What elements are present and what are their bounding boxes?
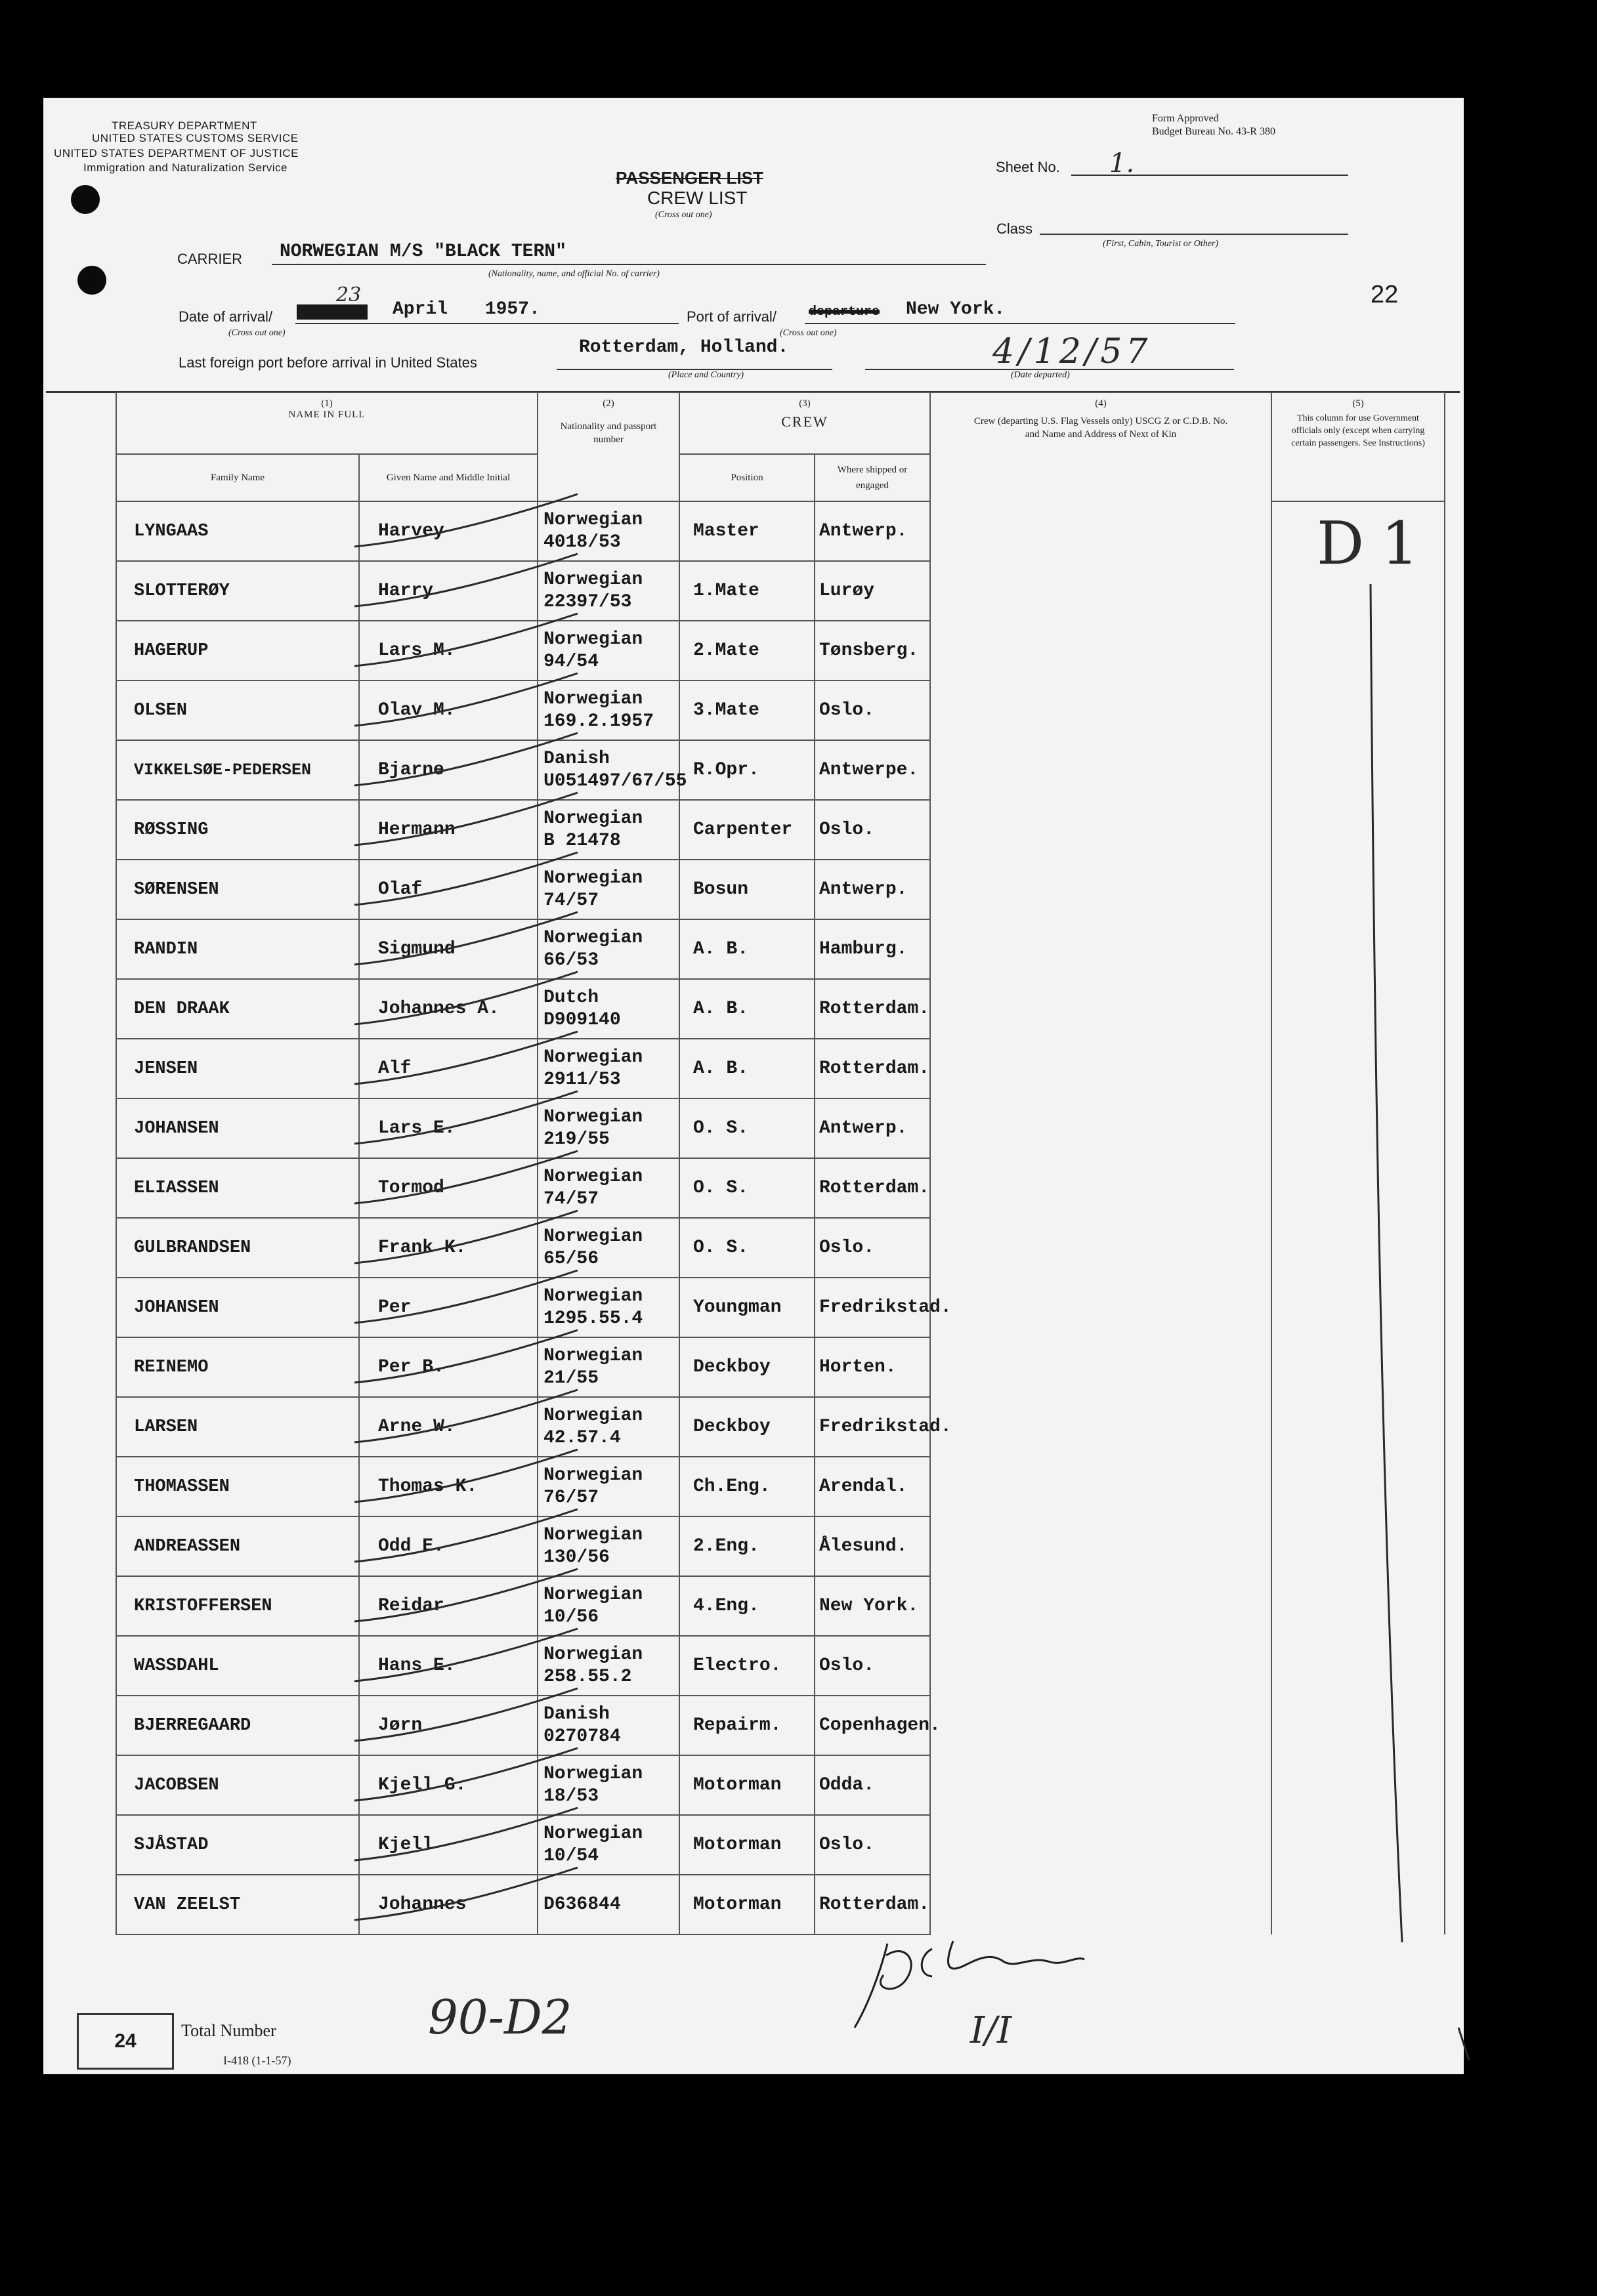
where-shipped: Oslo.: [819, 1835, 875, 1855]
date-departed-note: (Date departed): [1011, 370, 1070, 380]
given-name: Lars M.: [378, 640, 456, 661]
where-shipped: Lurøy: [819, 581, 875, 601]
agency-line-1: TREASURY DEPARTMENT: [112, 119, 257, 132]
passport-number: D909140: [543, 1009, 621, 1030]
nationality: Norwegian: [543, 1345, 643, 1366]
crew-position: R.Opr.: [693, 760, 759, 780]
given-name: Lars E.: [378, 1118, 456, 1138]
where-shipped: Tønsberg.: [819, 640, 919, 661]
crew-position: A. B.: [693, 1058, 749, 1079]
col1-number: (1): [321, 398, 333, 409]
position-header: Position: [731, 472, 763, 483]
shipped-header: Where shipped or engaged: [837, 465, 908, 491]
col5-long-line: [1371, 584, 1402, 1942]
nationality: Norwegian: [543, 509, 643, 530]
passport-number: U051497/67/55: [543, 770, 687, 791]
carrier-note: (Nationality, name, and official No. of carrier): [488, 269, 660, 279]
last-port-value: Rotterdam, Holland.: [579, 337, 789, 358]
nationality: Norwegian: [543, 1405, 643, 1426]
where-shipped: Oslo.: [819, 1238, 875, 1258]
agency-line-2: UNITED STATES CUSTOMS SERVICE: [92, 132, 299, 144]
arrival-note: (Cross out one): [228, 328, 286, 338]
nationality: Norwegian: [543, 1166, 643, 1187]
carrier-value: NORWEGIAN M/S "BLACK TERN": [280, 241, 566, 262]
given-name: Alf: [378, 1058, 412, 1079]
passport-number: 258.55.2: [543, 1666, 632, 1687]
where-shipped: Oslo.: [819, 820, 875, 840]
port-note: (Cross out one): [780, 328, 837, 338]
family-name: DEN DRAAK: [134, 999, 230, 1019]
given-name-header: Given Name and Middle Initial: [386, 472, 511, 483]
check-stroke: [354, 793, 578, 845]
passport-number: 10/54: [543, 1845, 599, 1866]
where-shipped: Arendal.: [819, 1476, 908, 1497]
given-name: Olaf: [378, 879, 423, 900]
nationality: Norwegian: [543, 688, 643, 709]
where-shipped: Odda.: [819, 1775, 875, 1795]
nationality: Norwegian: [543, 808, 643, 829]
form-approved-line-1: Form Approved: [1152, 113, 1219, 124]
crew-position: Bosun: [693, 879, 749, 900]
crew-position: Carpenter: [693, 820, 793, 840]
given-name: Bjarne: [378, 760, 444, 780]
family-name: OLSEN: [134, 700, 188, 720]
passport-number: 0270784: [543, 1726, 621, 1747]
given-name: Harry: [378, 581, 434, 601]
passport-number: 66/53: [543, 950, 599, 971]
col4-number: (4): [1095, 398, 1107, 409]
check-stroke: [354, 494, 578, 547]
crew-position: Motorman: [693, 1775, 782, 1795]
last-port-label: Last foreign port before arrival in United States: [179, 354, 477, 371]
crew-position: Repairm.: [693, 1715, 782, 1736]
where-shipped: Antwerpe.: [819, 760, 919, 780]
col1-title: NAME IN FULL: [288, 409, 366, 420]
crew-position: Deckboy: [693, 1417, 771, 1437]
where-shipped: Rotterdam.: [819, 999, 930, 1019]
family-name: BJERREGAARD: [134, 1715, 251, 1736]
passport-number: 10/56: [543, 1606, 599, 1627]
where-shipped: Rotterdam.: [819, 1058, 930, 1079]
passport-number: 74/57: [543, 890, 599, 911]
nationality: Norwegian: [543, 629, 643, 650]
nationality: Dutch: [543, 987, 599, 1008]
col2-title: Nationality and passport number: [560, 421, 657, 445]
title-main: CREW LIST: [647, 188, 748, 208]
given-name: Arne W.: [378, 1417, 456, 1437]
nationality: Norwegian: [543, 927, 643, 948]
given-name: Frank K.: [378, 1238, 467, 1258]
family-name: GULBRANDSEN: [134, 1238, 251, 1258]
last-port-note: (Place and Country): [668, 370, 744, 380]
crew-position: 2.Eng.: [693, 1536, 759, 1556]
check-stroke: [354, 1509, 578, 1562]
sheet-value: 1.: [1109, 148, 1135, 178]
passport-number: 130/56: [543, 1547, 610, 1568]
carrier-label: CARRIER: [177, 251, 243, 267]
family-name: KRISTOFFERSEN: [134, 1596, 272, 1616]
agency-line-4: Immigration and Naturalization Service: [83, 161, 287, 174]
check-stroke: [354, 1868, 578, 1920]
port-label: Port of arrival/: [687, 308, 777, 325]
check-stroke: [354, 733, 578, 785]
family-name: ANDREASSEN: [134, 1536, 241, 1556]
arrival-day: 23: [336, 283, 362, 306]
where-shipped: Hamburg.: [819, 939, 908, 959]
crew-position: O. S.: [693, 1178, 749, 1198]
given-name: Tormod: [378, 1178, 444, 1198]
nationality: Norwegian: [543, 1584, 643, 1605]
check-stroke: [354, 1390, 578, 1442]
given-name: Hermann: [378, 820, 456, 840]
check-stroke: [354, 1688, 578, 1741]
col4-title: Crew (departing U.S. Flag Vessels only) USCG Z or C.D.B. No. and Name and Address of Next of Kin: [973, 416, 1228, 440]
page-number: 22: [1371, 281, 1399, 308]
column5-mark: D1: [1317, 509, 1436, 578]
where-shipped: Ålesund.: [819, 1536, 908, 1556]
agency-line-3: UNITED STATES DEPARTMENT OF JUSTICE: [54, 147, 299, 159]
given-name: Reidar: [378, 1596, 444, 1616]
family-name: RØSSING: [134, 820, 209, 840]
check-stroke: [354, 1091, 578, 1144]
where-shipped: Copenhagen.: [819, 1715, 941, 1736]
total-number-label: Total Number: [181, 2021, 276, 2040]
check-stroke: [354, 912, 578, 965]
rightedge-tick: [1459, 2028, 1469, 2060]
crew-position: 4.Eng.: [693, 1596, 759, 1616]
family-name: HAGERUP: [134, 640, 209, 661]
nationality: Norwegian: [543, 569, 643, 590]
family-name: SLOTTERØY: [134, 581, 230, 601]
arrival-label: Date of arrival/: [179, 308, 273, 325]
crew-position: A. B.: [693, 939, 749, 959]
arrival-struck: departure: [297, 304, 368, 320]
family-name: SØRENSEN: [134, 879, 219, 900]
passport-number: 76/57: [543, 1487, 599, 1508]
port-struck: departure: [809, 304, 880, 320]
date-departed-value: 4/12/57: [992, 332, 1152, 371]
passport-number: 2911/53: [543, 1069, 621, 1090]
given-name: Harvey: [378, 521, 444, 541]
check-stroke: [354, 554, 578, 606]
handwritten-note: 90-D2: [428, 1990, 572, 2045]
total-number-value: 24: [114, 2030, 137, 2052]
check-stroke: [354, 1211, 578, 1263]
where-shipped: Oslo.: [819, 700, 875, 720]
nationality: Danish: [543, 748, 610, 769]
nationality: Norwegian: [543, 1763, 643, 1784]
family-name: THOMASSEN: [134, 1476, 230, 1497]
nationality: Norwegian: [543, 1644, 643, 1665]
col5-number: (5): [1352, 398, 1364, 409]
family-name: VIKKELSØE-PEDERSEN: [134, 760, 312, 780]
where-shipped: Antwerp.: [819, 521, 908, 541]
title-struck: PASSENGER LIST: [616, 168, 763, 188]
nationality: Norwegian: [543, 1823, 643, 1844]
crew-position: 1.Mate: [693, 581, 759, 601]
nationality: Norwegian: [543, 1465, 643, 1486]
check-stroke: [354, 972, 578, 1024]
col2-number: (2): [603, 398, 614, 409]
nationality: Norwegian: [543, 867, 643, 888]
crew-position: Ch.Eng.: [693, 1476, 771, 1497]
col5-title: This column for use Government officials only (except when carrying certain passengers. See Instructions): [1291, 413, 1425, 448]
given-name: Odd E.: [378, 1536, 444, 1556]
given-name: Olav M.: [378, 700, 456, 720]
crew-position: 2.Mate: [693, 640, 759, 661]
family-name: SJÅSTAD: [134, 1835, 209, 1855]
where-shipped: Fredrikstad.: [819, 1297, 952, 1318]
form-approved-line-2: Budget Bureau No. 43-R 380: [1152, 126, 1275, 137]
check-stroke: [354, 1151, 578, 1203]
check-stroke: [354, 614, 578, 666]
passport-number: B 21478: [543, 830, 621, 851]
form-number: I-418 (1-1-57): [223, 2054, 291, 2067]
family-name: JACOBSEN: [134, 1775, 219, 1795]
family-name: WASSDAHL: [134, 1656, 219, 1676]
family-name: RANDIN: [134, 939, 198, 959]
crew-position: Master: [693, 521, 759, 541]
passport-number: 94/54: [543, 651, 599, 672]
check-stroke: [354, 1270, 578, 1323]
check-stroke: [354, 1748, 578, 1801]
where-shipped: Rotterdam.: [819, 1178, 930, 1198]
given-name: Johannes A.: [378, 999, 500, 1019]
where-shipped: Oslo.: [819, 1656, 875, 1676]
passport-number: 4018/53: [543, 532, 621, 553]
check-stroke: [354, 1569, 578, 1621]
col3-number: (3): [799, 398, 811, 409]
family-name: JOHANSEN: [134, 1297, 219, 1318]
signature: [855, 1941, 1084, 2028]
passport-number: 74/57: [543, 1188, 599, 1209]
passport-number: 22397/53: [543, 591, 632, 612]
given-name: Sigmund: [378, 939, 456, 959]
where-shipped: Antwerp.: [819, 879, 908, 900]
check-stroke: [354, 1450, 578, 1502]
where-shipped: Fredrikstad.: [819, 1417, 952, 1437]
crew-position: Motorman: [693, 1894, 782, 1915]
nationality: Norwegian: [543, 1285, 643, 1306]
nationality: Norwegian: [543, 1106, 643, 1127]
passport-number: D636844: [543, 1894, 621, 1915]
family-name-header: Family Name: [210, 472, 265, 483]
passport-number: 21/55: [543, 1367, 599, 1388]
check-stroke: [354, 1629, 578, 1681]
nationality: Norwegian: [543, 1226, 643, 1247]
crew-position: Electro.: [693, 1656, 782, 1676]
passport-number: 65/56: [543, 1248, 599, 1269]
given-name: Jørn: [378, 1715, 423, 1736]
crew-position: Deckboy: [693, 1357, 771, 1377]
class-note: (First, Cabin, Tourist or Other): [1103, 239, 1219, 249]
family-name: VAN ZEELST: [134, 1894, 241, 1915]
port-value: New York.: [906, 299, 1006, 320]
given-name: Kjell: [378, 1835, 434, 1855]
given-name: Johannes: [378, 1894, 467, 1915]
given-name: Kjell G.: [378, 1775, 467, 1795]
where-shipped: Antwerp.: [819, 1118, 908, 1138]
family-name: LYNGAAS: [134, 521, 209, 541]
nationality: Norwegian: [543, 1047, 643, 1068]
family-name: JOHANSEN: [134, 1118, 219, 1138]
crew-position: O. S.: [693, 1238, 749, 1258]
given-name: Thomas K.: [378, 1476, 478, 1497]
passport-number: 169.2.1957: [543, 711, 654, 732]
passport-number: 219/55: [543, 1129, 610, 1150]
given-name: Hans E.: [378, 1656, 456, 1676]
crew-position: Motorman: [693, 1835, 782, 1855]
sheet-label: Sheet No.: [996, 159, 1060, 175]
given-name: Per B.: [378, 1357, 444, 1377]
title-note: (Cross out one): [655, 210, 712, 220]
where-shipped: Rotterdam.: [819, 1894, 930, 1915]
check-stroke: [354, 1032, 578, 1084]
crew-position: Youngman: [693, 1297, 782, 1318]
family-name: REINEMO: [134, 1357, 209, 1377]
passport-number: 18/53: [543, 1785, 599, 1806]
check-stroke: [354, 852, 578, 905]
family-name: JENSEN: [134, 1058, 198, 1079]
check-stroke: [354, 1330, 578, 1383]
passport-number: 1295.55.4: [543, 1308, 643, 1329]
passport-number: 42.57.4: [543, 1427, 621, 1448]
nationality: Norwegian: [543, 1524, 643, 1545]
where-shipped: Horten.: [819, 1357, 897, 1377]
given-name: Per: [378, 1297, 412, 1318]
nationality: Danish: [543, 1703, 610, 1724]
family-name: ELIASSEN: [134, 1178, 219, 1198]
arrival-value: April 1957.: [393, 299, 540, 320]
crew-position: O. S.: [693, 1118, 749, 1138]
class-label: Class: [996, 220, 1033, 237]
where-shipped: New York.: [819, 1596, 919, 1616]
col3-title: CREW: [781, 413, 828, 430]
crew-position: 3.Mate: [693, 700, 759, 720]
check-stroke: [354, 1808, 578, 1860]
family-name: LARSEN: [134, 1417, 198, 1437]
initials: I/I: [970, 2009, 1012, 2052]
crew-position: A. B.: [693, 999, 749, 1019]
check-stroke: [354, 673, 578, 726]
